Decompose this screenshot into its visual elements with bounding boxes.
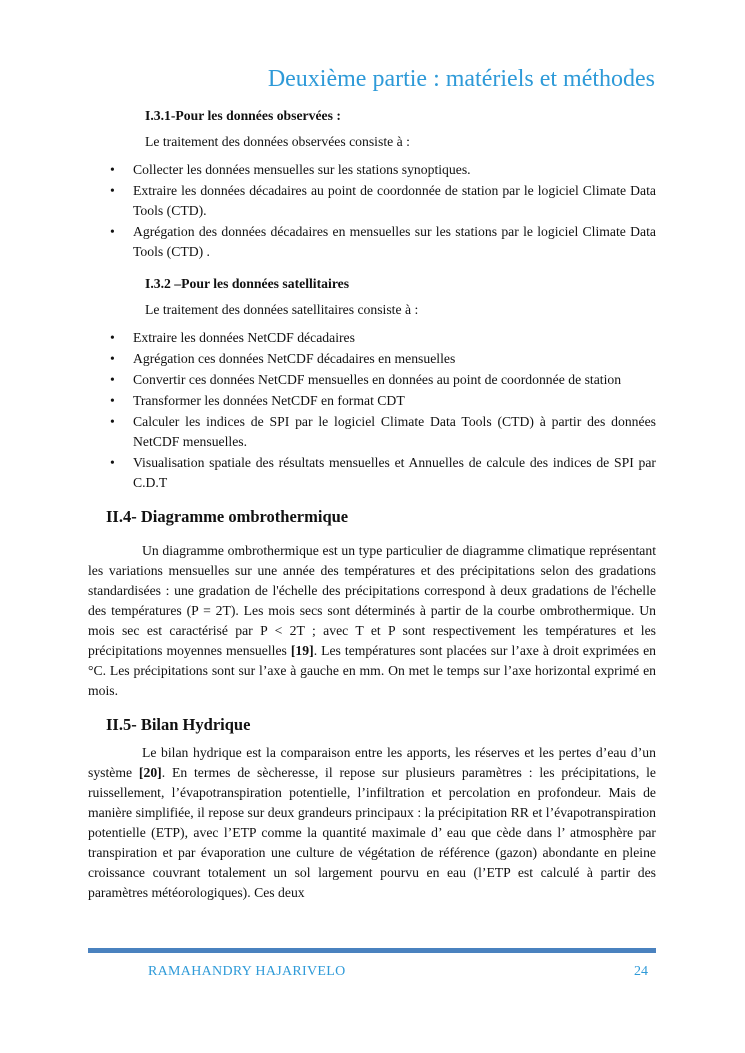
- page-header-title: Deuxième partie : matériels et méthodes: [267, 66, 655, 92]
- list-item: • Transformer les données NetCDF en format CDT: [88, 391, 656, 411]
- citation-ref: [20]: [138, 765, 162, 780]
- satellite-steps-list: [88, 328, 656, 493]
- list-item: • Visualisation spatiale des résultats mensuelles et Annuelles de calcule des indices de SPI par C.D.T: [88, 453, 656, 493]
- list-item: • Agrégation des données décadaires en mensuelles sur les stations par le logiciel Climate Data Tools (CTD) .: [88, 222, 656, 262]
- list-item: • Collecter les données mensuelles sur les stations synoptiques.: [88, 160, 656, 180]
- list-item: • Agrégation ces données NetCDF décadaires en mensuelles: [88, 349, 656, 369]
- footer-author: RAMAHANDRY HAJARIVELO: [148, 964, 346, 979]
- paragraph-text: Le bilan hydrique est la comparaison entre les apports, les réserves et les pertes d’eau d’un système: [88, 745, 656, 780]
- section-heading-ombrothermic: II.4- Diagramme ombrothermique: [106, 507, 349, 526]
- citation-ref: [19]: [290, 643, 314, 658]
- page-number: 24: [634, 964, 648, 979]
- paragraph-text: . En termes de sècheresse, il repose sur plusieurs paramètres : les précipitations, le ruissellement, l’évapotranspiration potentielle, l’infiltration et percolation en profondeur. Mais de manière simplifiée, il repose sur deux grandeurs principaux : la précipitation RR et l’évapotranspiration potentielle (ETP), avec l’ETP comme la quantité maximale d’ eau que cède dans l’ atmosphère par transpiration et par évaporation une culture de végétation de référence (gazon) abondante en pleine croissance couvrant totalement un sol largement pourvu en eau (l’ETP est calculé à partir des paramètres météorologiques). Ces deux: [88, 765, 656, 900]
- paragraph-text: . Les températures sont placées sur l’axe à droit exprimées en °C. Les précipitations sont sur l’axe à gauche en mm. On met le temps sur l’axe horizontal exprimé en mois.: [88, 643, 656, 698]
- document-body: [88, 106, 656, 903]
- subsection-intro-satellite: Le traitement des données satellitaires consiste à :: [145, 302, 419, 317]
- paragraph-text: Un diagramme ombrothermique est un type particulier de diagramme climatique représentant les variations mensuelles sur une année des températures et des précipitations selon des gradations standardisées : une gradation de l'échelle des précipitations correspond à deux gradations de l'échelle des températures (P = 2T). Les mois secs sont déterminés à partir de la courbe ombrothermique. Un mois sec est caractérisé par P < 2T ; avec T et P sont respectivement les températures et les précipitations moyennes mensuelles: [88, 543, 656, 658]
- list-item: • Convertir ces données NetCDF mensuelles en données au point de coordonnée de station: [88, 370, 656, 390]
- subsection-intro-observed: Le traitement des données observées consiste à :: [145, 134, 410, 149]
- paragraph-water-balance: [88, 743, 656, 903]
- list-item: • Calculer les indices de SPI par le logiciel Climate Data Tools (CTD) à partir des données NetCDF mensuelles.: [88, 412, 656, 452]
- list-item: • Extraire les données décadaires au point de coordonnée de station par le logiciel Climate Data Tools (CTD).: [88, 181, 656, 221]
- list-item: • Extraire les données NetCDF décadaires: [88, 328, 656, 348]
- subsection-heading-observed: I.3.1-Pour les données observées :: [145, 108, 341, 123]
- observed-steps-list: [88, 160, 656, 262]
- paragraph-ombrothermic: [88, 541, 656, 701]
- section-heading-water-balance: II.5- Bilan Hydrique: [106, 715, 251, 734]
- subsection-heading-satellite: I.3.2 –Pour les données satellitaires: [145, 276, 350, 291]
- footer-divider: [88, 948, 656, 953]
